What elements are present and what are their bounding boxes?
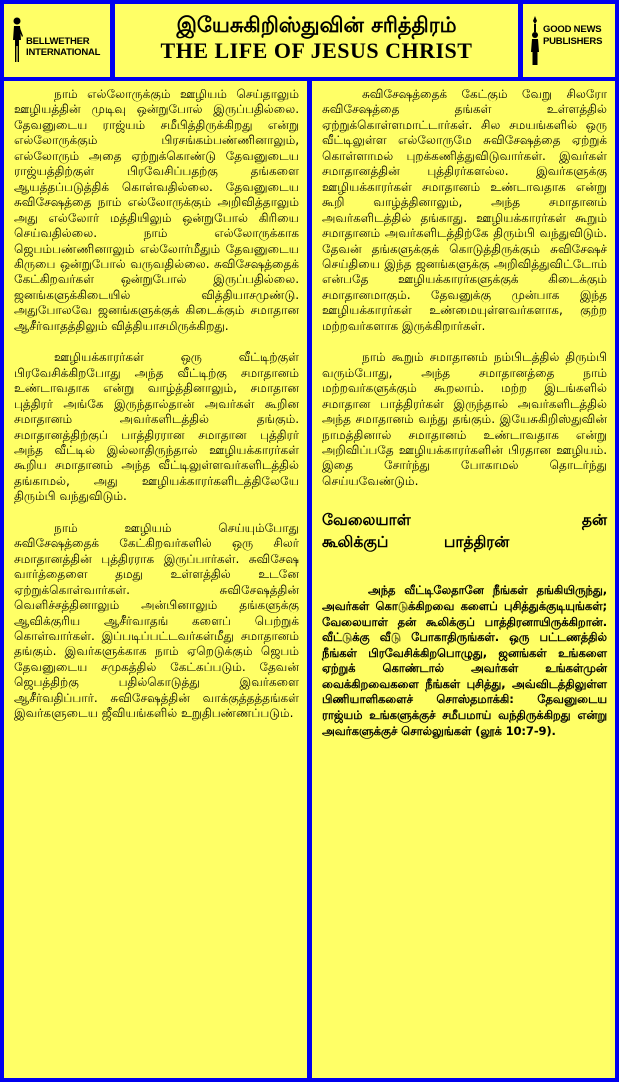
right-column: [312, 81, 615, 1078]
paragraph: ஊழியக்காரர்கள் ஒரு வீட்டிற்குள் பிரவேசிக்கிறபோது அந்த வீட்டிற்கு சமாதானம் உண்டாவதாக என்று வாழ்த்தினாலும், சமாதான புத்திரர் அங்கே இருந்தால்தான் அவர்கள் கூறின சமாதானம் அவர்களிடத்தில் தங்கும். சமாதானத்திற்குப் பாத்திரரான சமாதான புத்திரர் அந்த வீட்டில் இல்லாதிருந்தால் ஊழியக்காரர்கள் கூறிய சமாதானம் அந்த வீட்டிலுள்ளவர்களிடத்தில் தங்காமல், அது ஊழியக்காரர்களிடத்திலேயே திரும்பி வந்துவிடும்.: [14, 350, 299, 504]
torch-figure-icon: [529, 16, 541, 66]
bellwether-line2: INTERNATIONAL: [26, 47, 101, 58]
paragraph: சுவிசேஷத்தைக் கேட்கும் வேறு சிலரோ சுவிசேஷத்தை தங்கள் உள்ளத்தில் ஏற்றுக்கொள்ளமாட்டார்கள். சில சமயங்களில் ஒரு வீட்டிலுள்ள எல்லோருமே சுவிசேஷத்தை ஏற்றுக் கொள்ளாமல் புறக்கணித்துவிடுவார்கள். இவர்கள் சமாதானத்தின் புத்திரர்களல்ல. இவர்களுக்கு ஊழியக்காரர்கள் சமாதானம் உண்டாவதாக என்று கூறி வாழ்த்தினாலும், அந்த சமாதானம் அவர்களிடத்தில் தங்காது. ஊழியக்காரர்கள் கூறும் சமாதானம் அவர்களிடத்திற்கே திரும்பி வந்துவிடும். தேவன் தங்களுக்குக் கொடுத்திருக்கும் சுவிசேஷச் செய்தியை இந்த ஜனங்களுக்கு அறிவித்துவிட்டோம் என்பதே ஊழியக்காரர்களுக்குக் கிடைக்கும் சமாதானமாகும். தேவனுக்கு முன்பாக இந்த ஊழியக்காரர்கள் உண்மையுள்ளவர்களாக, குற்ற மற்றவர்களாக இருக்கிறார்கள்.: [322, 87, 607, 333]
bellwether-line1: BELLWETHER: [26, 36, 90, 47]
bellwether-logo: [10, 16, 102, 66]
bellwether-logo-panel: [4, 4, 110, 77]
paragraph: நாம் ஊழியம் செய்யும்போது சுவிசேஷத்தைக் கேட்கிறவர்களில் ஒரு சிலர் சமாதானத்தின் புத்திரராக இருப்பார்கள். சுவிசேஷ வார்த்தைளை தமது உள்ளத்தில் உடனே ஏற்றுக்கொள்வார்கள். சுவிசேஷத்தின் வெளிச்சத்தினாலும் அன்பினாலும் தங்களுக்கு ஆவிக்குரிய ஆசீர்வாதங் களைப் பெற்றுக் கொள்வார்கள். இப்படிப்பட்டவர்கள்மீது சமாதானம் தங்கும். இவர்களுக்காக நாம் ஏறெடுக்கும் ஜெபம் தேவனுடைய சமுகத்தில் கேட்கப்படும். தேவன் ஜெபத்திற்கு பதில்கொடுத்து இவர்களை ஆசீர்வதிப்பார். சுவிசேஷத்தின் வாக்குத்தத்தங்கள் இவர்களுடைய ஜீவியங்களில் உறுதிபண்ணப்படும்.: [14, 520, 299, 721]
good-news-line1: GOOD NEWS: [543, 24, 602, 35]
title-panel: [115, 4, 518, 77]
left-column: [4, 81, 307, 1078]
bellwether-figure-icon: [10, 16, 24, 64]
scripture-quote: அந்த வீட்டிலேதானே நீங்கள் தங்கியிருந்து, அவர்கள் கொடுக்கிறவை களைப் புசித்துக்குடியுங்கள்; வேலையாள் தன் கூலிக்குப் பாத்திரனாயிருக்கிறான். வீட்டுக்கு வீடு போகாதிருங்கள். ஒரு பட்டணத்தில் நீங்கள் பிரவேசிக்கிறபொழுது, ஜனங்கள் உங்களை ஏற்றுக் கொண்டால் அவர்கள் உங்கள்முன் வைக்கிறவைகளை நீங்கள் புசித்து, அவ்விடத்திலுள்ள பிணியாளிகளைச் சொஸ்தமாக்கி: தேவனுடைய ராஜ்யம் உங்களுக்குச் சமீபமாய் வந்திருக்கிறது என்று அவர்களுக்குச் சொல்லுங்கள் (லூக் 10:7-9).: [322, 583, 607, 738]
paragraph: நாம் எல்லோருக்கும் ஊழியம் செய்தாலும் ஊழியத்தின் முடிவு ஒன்றுபோல் இருப்பதில்லை. தேவனுடைய ராஜ்யம் சமீபித்திருக்கிறது என்று எல்லோருக்கும் பிரசங்கம்பண்ணினாலும், எல்லோரும் அதை ஏற்றுக்கொண்டு தேவனுடைய ராஜ்யத்திற்குள் பிரவேசிப்பதற்கு தங்களை ஆயத்தப்படுத்திக் கொள்வதில்லை. தேவனுடைய சுவிசேஷத்தை நாம் எல்லோருக்கும் அறிவித்தாலும் அது எல்லோர் மத்தியிலும் ஒன்றுபோல் கிரியை செய்வதில்லை. நாம் எல்லோருக்காக ஜெபம்பண்ணினாலும் எல்லோர்மீதும் தேவனுடைய கிருபை ஒன்றுபோல் வருவதில்லை. சுவிசேஷத்தைக் கேட்கிறவர்கள் ஒன்றுபோல் இருப்பதில்லை. ஜனங்களுக்கிடையில் வித்தியாசமுண்டு. அதுபோலவே ஜனங்களுக்குக் கிடைக்கும் சமாதான ஆசீர்வாதத்திலும் வித்தியாசமிருக்கிறது.: [14, 87, 299, 333]
page-title-english: THE LIFE OF JESUS CHRIST: [160, 38, 473, 63]
good-news-logo-panel: [523, 4, 615, 77]
paragraph: நாம் கூறும் சமாதானம் நம்பிடத்தில் திரும்பி வரும்போது, அந்த சமாதானத்தை நாம் மற்றவர்களுக்கும் கூறலாம். மற்ற இடங்களில் சமாதான பாத்திரர்கள் இருந்தால் அவர்களிடத்தில் அந்த சமாதானம் வந்து தங்கும். இயேசுகிறிஸ்துவின் நாமத்தினால் சமாதானம் உண்டாவதாக என்று அறிவிப்பதே ஊழியக்காரர்களின் பிரதான ஊழியம். இதை சோர்ந்து போகாமல் தொடர்ந்து செய்யவேண்டும்.: [322, 350, 607, 488]
section-heading: வேலையாள் தன் கூலிக்குப் பாத்திரன்: [322, 511, 607, 552]
page-title-tamil: இயேசுகிறிஸ்துவின் சரித்திரம்: [176, 13, 457, 37]
good-news-logo: [529, 14, 613, 68]
good-news-line2: PUBLISHERS: [543, 36, 603, 47]
